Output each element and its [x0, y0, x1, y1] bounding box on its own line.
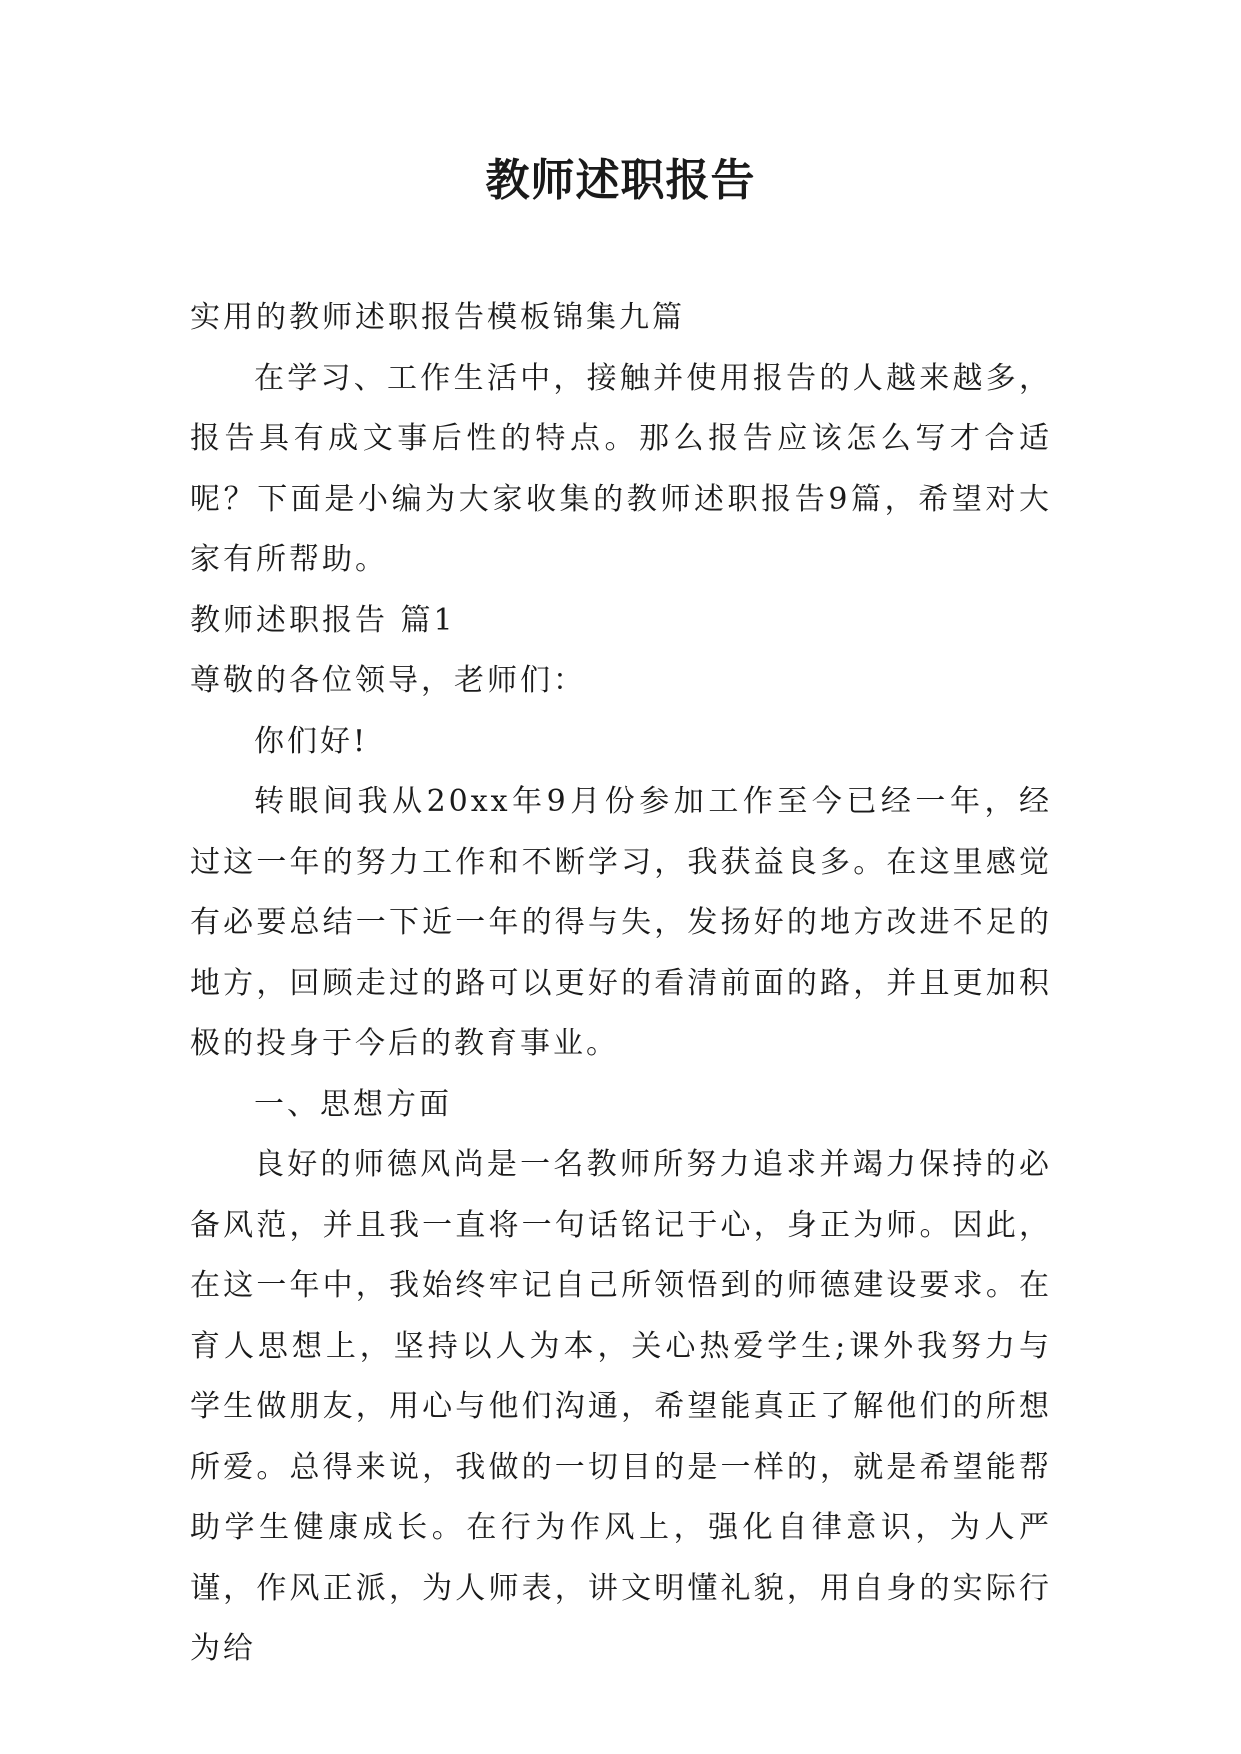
section-heading: 教师述职报告 篇1 [190, 602, 456, 638]
document-body [190, 288, 1052, 1680]
paragraph-intro: 在学习、工作生活中，接触并使用报告的人越来越多，报告具有成文事后性的特点。那么报告应该怎么写才合适呢？下面是小编为大家收集的教师述职报告9篇，希望对大家有所帮助。 [190, 360, 1052, 577]
paragraph-subtitle: 实用的教师述职报告模板锦集九篇 [190, 300, 685, 335]
salutation: 尊敬的各位领导，老师们： [190, 663, 586, 698]
paragraph-opening: 转眼间我从20xx年9月份参加工作至今已经一年，经过这一年的努力工作和不断学习，我获益良多。在这里感觉有必要总结一下近一年的得与失，发扬好的地方改进不足的地方，回顾走过的路可以更好的看清前面的路，并且更加积极的投身于今后的教育事业。 [190, 784, 1052, 1061]
document-title: 教师述职报告 [485, 155, 756, 206]
paragraph-ethics: 良好的师德风尚是一名教师所努力追求并竭力保持的必备风范，并且我一直将一句话铭记于心，身正为师。因此，在这一年中，我始终牢记自己所领悟到的师德建设要求。在育人思想上，坚持以人为本，关心热爱学生;课外我努力与学生做朋友，用心与他们沟通，希望能真正了解他们的所想所爱。总得来说，我做的一切目的是一样的，就是希望能帮助学生健康成长。在行为作风上，强化自律意识，为人严谨，作风正派，为人师表，讲文明懂礼貌，用自身的实际行为给 [190, 1147, 1052, 1666]
subsection-heading: 一、思想方面 [254, 1086, 452, 1122]
greeting: 你们好! [254, 723, 369, 759]
